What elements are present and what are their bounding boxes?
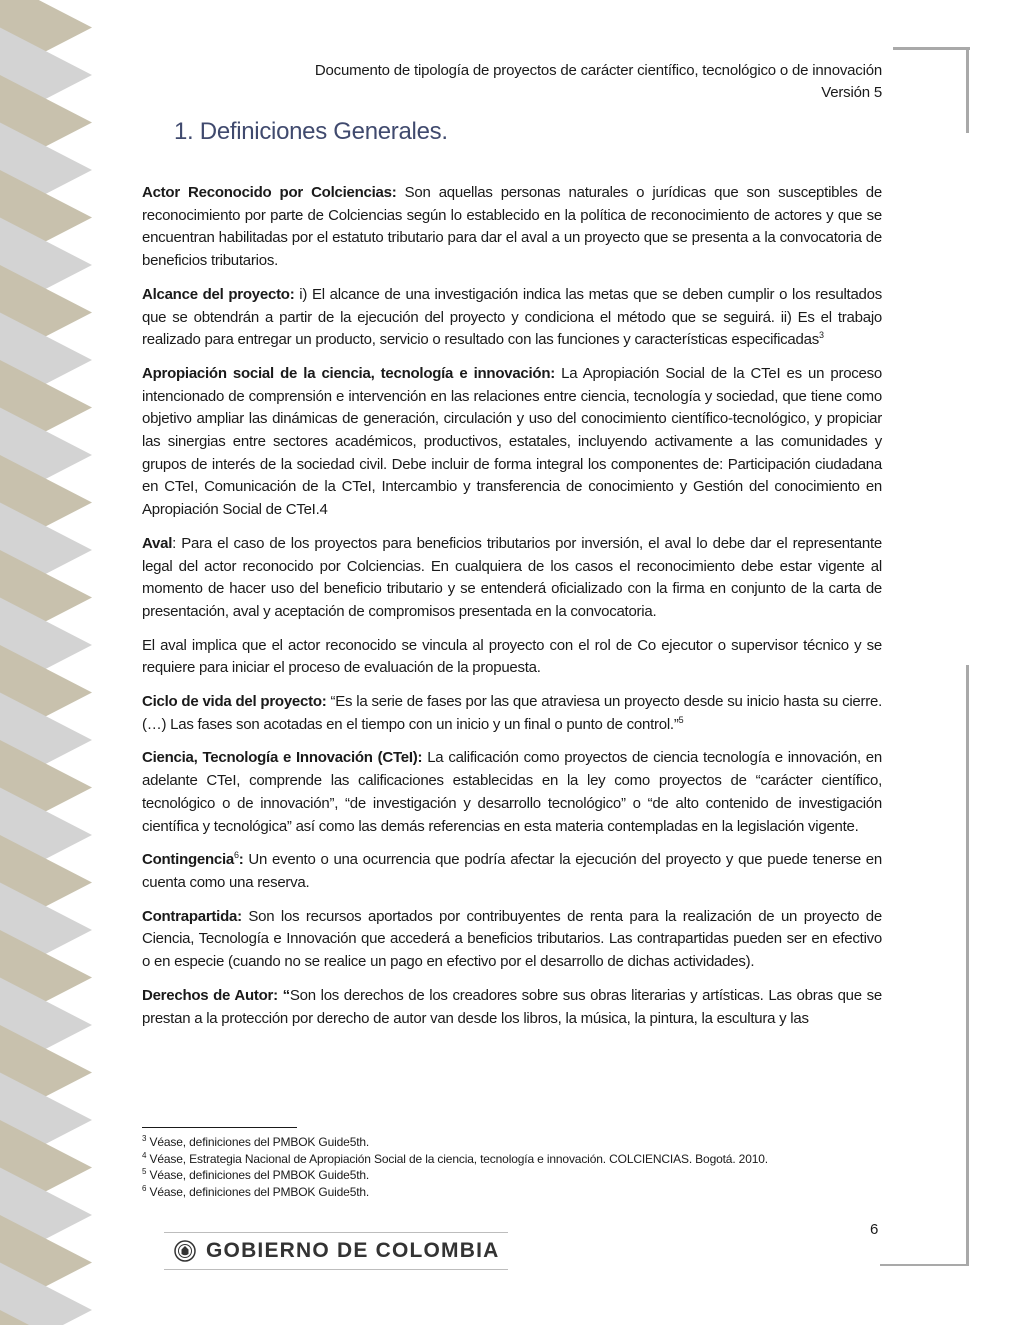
definition-text: Un evento o una ocurrencia que podría afectar la ejecución del proyecto y que puede tenerse en cuenta como una reserva. <box>142 851 882 891</box>
definition-text: Son los recursos aportados por contribuyentes de renta para la realización de un proyecto de Ciencia, Tecnología e Innovación que accederá a beneficios tributarios. Las contrapartidas pueden ser en efectivo o en especie (cuando no se realice un pago en efectivo por el desarrollo de dichas actividades). <box>142 907 882 971</box>
definition-term: Derechos de Autor: “ <box>142 986 290 1004</box>
definition-text: “Es la serie de fases por las que atraviesa un proyecto desde su inicio hasta su cierre. (…) Las fases son acotadas en el tiempo con un inicio y un final o punto de control.” <box>142 693 882 733</box>
footnote-text: Véase, definiciones del PMBOK Guide5th. <box>146 1168 370 1182</box>
footer-brand-text: GOBIERNO DE COLOMBIA <box>206 1239 500 1262</box>
definition-paragraph <box>142 747 882 838</box>
definition-term: Aval <box>142 534 173 552</box>
footnote-number: 6 <box>142 1183 147 1193</box>
footnote-item <box>142 1184 882 1201</box>
footer-brand-bar <box>164 1232 508 1270</box>
definition-term: Apropiación social de la ciencia, tecnología e innovación: <box>142 364 555 382</box>
page-number: 6 <box>870 1221 879 1238</box>
footnote-text: Véase, definiciones del PMBOK Guide5th. <box>146 1135 370 1149</box>
definition-term-colon: : <box>238 851 244 869</box>
definition-paragraph <box>142 691 882 736</box>
footnote-reference: 6 <box>234 850 239 861</box>
document-header-title: Documento de tipología de proyectos de carácter científico, tecnológico o de innovación <box>314 62 882 79</box>
definition-text: : Para el caso de los proyectos para beneficios tributarios por inversión, el aval lo debe dar el representante legal del actor reconocido por Colciencias. En cualquiera de los casos el reconocimiento debe estar vigente al momento de hacer uso del beneficio tributario y se entenderá oficializado con la firma en conjunto de la carta de presentación, aval y aceptación de compromisos presentada en la convocatoria. <box>142 534 882 620</box>
definition-text: La calificación como proyectos de ciencia tecnología e innovación, en adelante CTeI, comprende las calificaciones establecidas en la ley como proyectos de “carácter científico, tecnológico o de innovación”, “de investigación y desarrollo tecnológico” o “de alto contenido de investigación científica y tecnológica” así como las demás referencias en esta materia contempladas en la legislación vigente. <box>142 749 882 835</box>
footnote-reference: 3 <box>818 330 824 341</box>
footnote-item <box>142 1167 882 1184</box>
footnote-number: 4 <box>142 1150 147 1160</box>
corner-line-bottom-vertical <box>966 665 969 1266</box>
footnotes <box>142 1134 882 1200</box>
footnote-item <box>142 1134 882 1151</box>
corner-line-top-horizontal <box>893 47 970 50</box>
definition-paragraph <box>142 533 882 624</box>
definition-term: Alcance del proyecto: <box>142 285 295 303</box>
definition-paragraph <box>142 284 882 352</box>
footnote-number: 3 <box>142 1134 147 1143</box>
corner-line-top-vertical <box>966 47 969 133</box>
definition-term: Ciclo de vida del proyecto: <box>142 693 327 711</box>
definition-text: La Apropiación Social de la CTeI es un proceso intencionado de comprensión e intervención en las relaciones entre ciencia, tecnología y sociedad, que tiene como objetivo ampliar las dinámicas de generación, circulación y uso del conocimiento científico-tecnológico, y propiciar las sinergias entre sectores académicos, productivos, estatales, incluyendo activamente a las comunidades y grupos de interés de la sociedad civil. Debe incluir de forma integral los componentes de: Participación ciudadana en CTeI, Comunicación de la CTeI, Intercambio y transferencia de conocimiento y Gestión del conocimiento en Apropiación Social de CTeI.4 <box>142 364 882 519</box>
definition-paragraph <box>142 363 882 522</box>
definitions-body <box>142 182 882 1041</box>
definition-paragraph <box>142 849 882 894</box>
definition-paragraph <box>142 182 882 273</box>
footnote-number: 5 <box>142 1167 147 1176</box>
definition-term: Actor Reconocido por Colciencias: <box>142 184 397 201</box>
definition-paragraph <box>142 985 882 1030</box>
decorative-chevron-strip <box>0 0 92 1325</box>
definition-term: Ciencia, Tecnología e Innovación (CTeI): <box>142 749 423 767</box>
definition-text: Son aquellas personas naturales o jurídicas que son susceptibles de reconocimiento por parte de Colciencias según lo establecido en la política de reconocimiento de actores y que se encuentran habilitadas por el estatuto tributario para dar el aval a un proyecto que se presenta a la convocatoria de beneficios tributarios. <box>142 184 882 270</box>
definition-text: i) El alcance de una investigación indica las metas que se deben cumplir o los resultados que se obtendrán a partir de la ejecución del proyecto y condiciona el método que se seguirá. ii) Es el trabajo realizado para entregar un producto, servicio o resultado con las funciones y características especificadas <box>142 285 882 349</box>
footnote-text: Véase, definiciones del PMBOK Guide5th. <box>146 1184 370 1199</box>
section-heading: 1. Definiciones Generales. <box>174 118 448 145</box>
footnote-text: Véase, Estrategia Nacional de Apropiación Social de la ciencia, tecnología e innovación. COLCIENCIAS. Bogotá. 2010. <box>146 1151 768 1166</box>
definition-text: Son los derechos de los creadores sobre sus obras literarias y artísticas. Las obras que se prestan a la protección por derecho de autor van desde los libros, la música, la pintura, la escultura y las <box>142 986 882 1027</box>
corner-line-bottom-horizontal <box>880 1264 969 1266</box>
document-header-version: Versión 5 <box>821 84 882 101</box>
definition-term: Contingencia <box>142 851 235 869</box>
colombia-coat-of-arms-icon <box>174 1240 196 1262</box>
definition-text: El aval implica que el actor reconocido se vincula al proyecto con el rol de Co ejecutor o supervisor técnico y se requiere para iniciar el proceso de evaluación de la propuesta. <box>142 636 882 677</box>
definition-paragraph <box>142 906 882 974</box>
definition-term: Contrapartida: <box>142 907 242 925</box>
footnote-item <box>142 1151 882 1168</box>
footnote-separator <box>142 1127 297 1128</box>
definition-paragraph <box>142 635 882 680</box>
footnote-reference: 5 <box>678 714 684 725</box>
